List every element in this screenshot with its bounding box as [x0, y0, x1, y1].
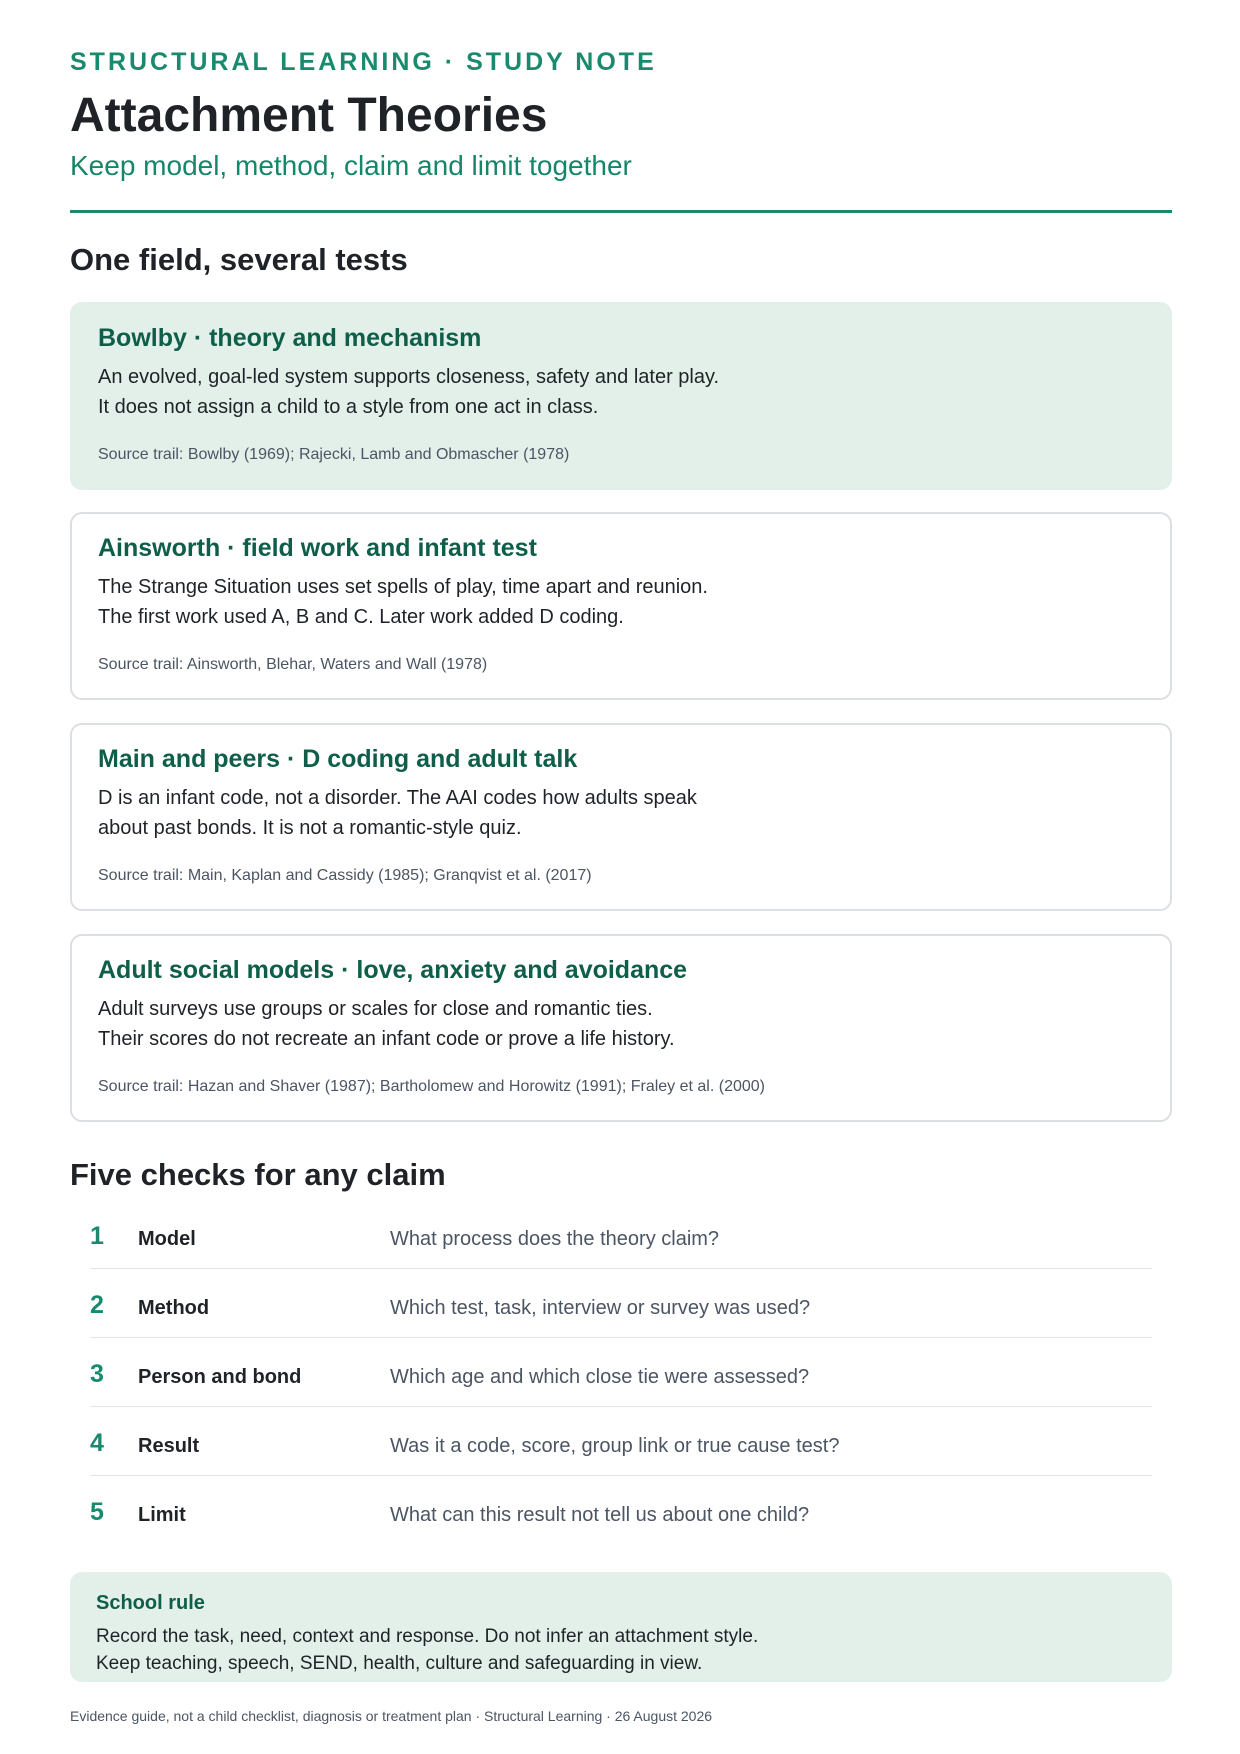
- school-rule-title: School rule: [96, 1592, 205, 1614]
- card-source: Source trail: Ainsworth, Blehar, Waters and Wall (1978): [98, 656, 488, 673]
- card-text: An evolved, goal-led system supports closeness, safety and later play.: [98, 366, 720, 388]
- check-row: [90, 1407, 1152, 1476]
- check-label: Result: [138, 1435, 200, 1457]
- check-label: Model: [138, 1228, 196, 1250]
- page-title: Attachment Theories: [70, 89, 548, 142]
- check-question: Which test, task, interview or survey was used?: [390, 1297, 811, 1319]
- check-row: [90, 1338, 1152, 1407]
- check-label: Method: [138, 1297, 210, 1319]
- card-source: Source trail: Main, Kaplan and Cassidy (1985); Granqvist et al. (2017): [98, 867, 592, 884]
- theory-card-adult: [70, 934, 1172, 1122]
- card-text: Adult surveys use groups or scales for close and romantic ties.: [98, 998, 653, 1020]
- check-question: What can this result not tell us about one child?: [390, 1504, 810, 1526]
- page-footer: Evidence guide, not a child checklist, diagnosis or treatment plan · Structural Learning · 26 August 2026: [70, 1708, 713, 1724]
- card-source: Source trail: Bowlby (1969); Rajecki, Lamb and Obmascher (1978): [98, 446, 570, 463]
- theory-card-ainsworth: [70, 512, 1172, 700]
- check-row: [90, 1269, 1152, 1338]
- check-number: 4: [90, 1429, 104, 1457]
- school-rule-text: Record the task, need, context and response. Do not infer an attachment style.: [96, 1626, 759, 1647]
- check-number: 3: [90, 1360, 104, 1388]
- header-divider: [70, 210, 1172, 213]
- check-row: [90, 1476, 1152, 1544]
- check-row: [90, 1200, 1152, 1269]
- school-rule-box: [70, 1572, 1172, 1682]
- check-number: 1: [90, 1222, 104, 1250]
- check-label: Limit: [138, 1504, 186, 1526]
- check-question: Was it a code, score, group link or true cause test?: [390, 1435, 840, 1457]
- card-text: The Strange Situation uses set spells of play, time apart and reunion.: [98, 576, 708, 598]
- card-title: Main and peers · D coding and adult talk: [98, 745, 578, 773]
- check-question: What process does the theory claim?: [390, 1228, 720, 1250]
- card-source: Source trail: Hazan and Shaver (1987); Bartholomew and Horowitz (1991); Fraley et al. (2000): [98, 1078, 765, 1095]
- page-subtitle: Keep model, method, claim and limit together: [70, 150, 632, 181]
- card-text: The first work used A, B and C. Later work added D coding.: [98, 606, 624, 628]
- card-title: Bowlby · theory and mechanism: [98, 324, 482, 352]
- section-heading-tests: One field, several tests: [70, 242, 408, 277]
- checks-list: [90, 1200, 1152, 1544]
- check-number: 5: [90, 1498, 104, 1526]
- card-title: Adult social models · love, anxiety and avoidance: [98, 956, 688, 984]
- theory-card-bowlby: [70, 302, 1172, 490]
- card-text: It does not assign a child to a style from one act in class.: [98, 396, 599, 418]
- card-text: about past bonds. It is not a romantic-style quiz.: [98, 817, 522, 839]
- section-heading-checks: Five checks for any claim: [70, 1157, 446, 1192]
- check-label: Person and bond: [138, 1366, 302, 1388]
- check-question: Which age and which close tie were assessed?: [390, 1366, 810, 1388]
- theory-card-main: [70, 723, 1172, 911]
- card-text: Their scores do not recreate an infant code or prove a life history.: [98, 1028, 675, 1050]
- card-title: Ainsworth · field work and infant test: [98, 534, 537, 562]
- card-text: D is an infant code, not a disorder. The AAI codes how adults speak: [98, 787, 697, 809]
- eyebrow-label: STRUCTURAL LEARNING · STUDY NOTE: [70, 48, 657, 76]
- school-rule-text: Keep teaching, speech, SEND, health, culture and safeguarding in view.: [96, 1653, 703, 1674]
- check-number: 2: [90, 1291, 104, 1319]
